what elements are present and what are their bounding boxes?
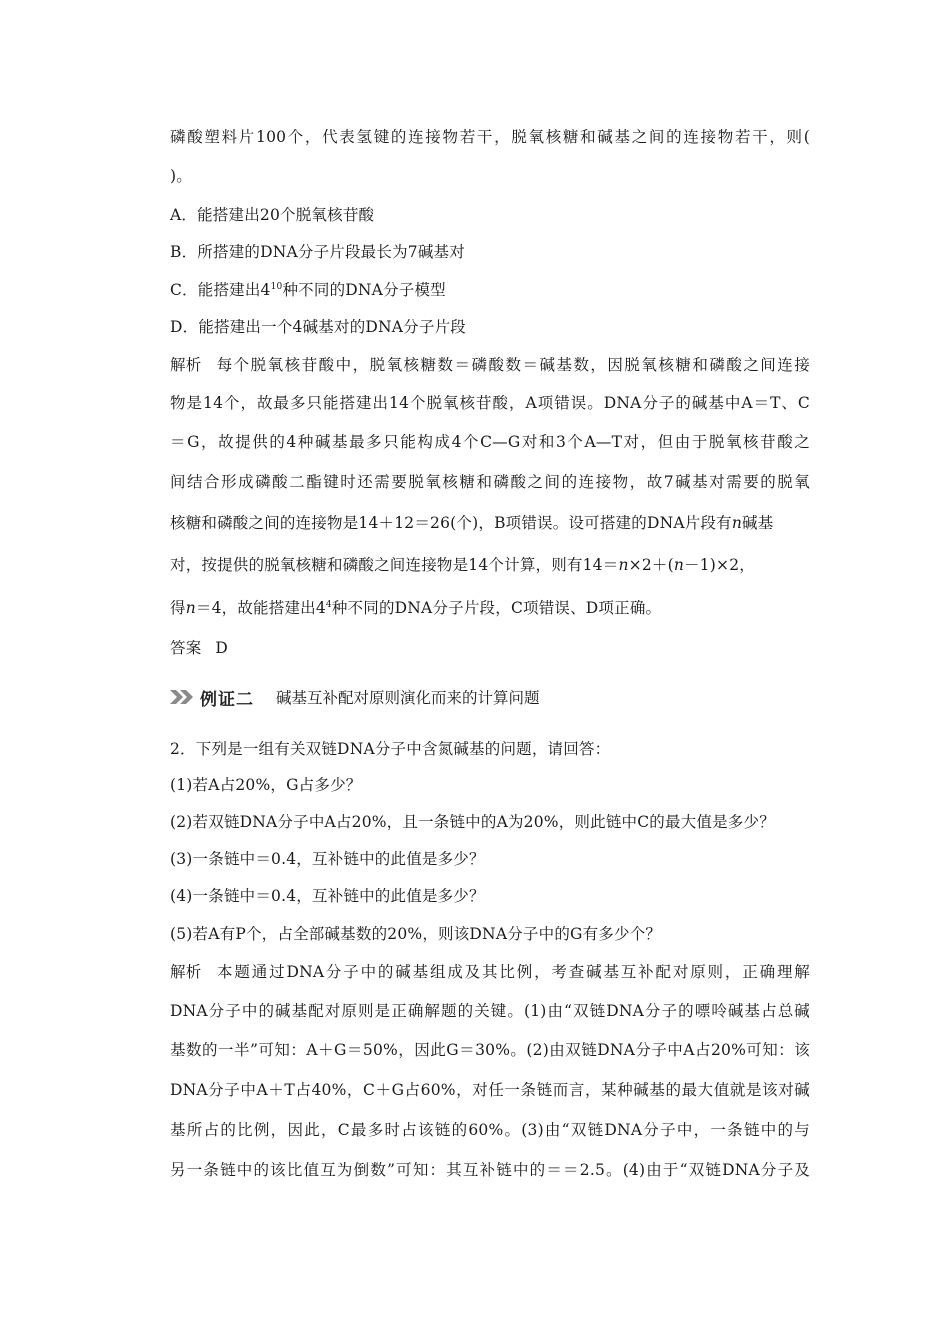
analysis-1-text-7c: 种不同的DNA分子片段，C项错误、D项正确。 xyxy=(331,599,662,617)
variable-n: n xyxy=(731,514,743,532)
question-2-item: (2)若双链DNA分子中A占20%，且一条链中的A为20%，则此链中C的最大值是多少？ xyxy=(170,813,775,831)
question-2-stem: 2．下列是一组有关双链DNA分子中含氮碱基的问题，请回答： xyxy=(170,740,611,758)
question-1-stem-line-2: )。 xyxy=(170,167,192,185)
answer-1 xyxy=(170,638,810,658)
option-c xyxy=(170,280,810,300)
variable-n: n xyxy=(185,599,196,617)
option-c-text: C．能搭建出4 xyxy=(170,281,271,299)
analysis-2-line-3: 基数的一半”可知：A＋G＝50%，因此G＝30%。(2)由双链DNA分子中A占20%可知：该 xyxy=(170,1041,810,1059)
analysis-1-text-6b: ×2＋( xyxy=(628,556,674,574)
analysis-2-line-6: 另一条链中的该比值互为倒数”可知：其互补链中的＝＝2.5。(4)由于“双链DNA分子及 xyxy=(170,1161,810,1179)
analysis-label: 解析 xyxy=(170,356,202,374)
variable-n: n xyxy=(673,556,685,574)
analysis-2-line-2: DNA分子中的碱基配对原则是正确解题的关键。(1)由“双链DNA分子的嘌呤碱基占总碱 xyxy=(170,1002,810,1020)
analysis-1-text-1: 每个脱氧核苷酸中，脱氧核糖数＝磷酸数＝碱基数，因脱氧核糖和磷酸之间连接 xyxy=(215,356,810,374)
analysis-label: 解析 xyxy=(170,963,202,981)
analysis-1-text-6a: 对，按提供的脱氧核糖和磷酸之间连接物是14个计算，则有14＝ xyxy=(170,556,619,574)
question-2-item: (3)一条链中＝0.4，互补链中的此值是多少？ xyxy=(170,850,485,868)
analysis-1-line-4: 间结合形成磷酸二酯键时还需要脱氧核糖和磷酸之间的连接物，故7碱基对需要的脱氧 xyxy=(170,473,810,491)
question-2-item: (5)若A有P个，占全部碱基数的20%，则该DNA分子中的G有多少个？ xyxy=(170,925,662,943)
question-1-stem-line-1: 磷酸塑料片100个，代表氢键的连接物若干，脱氧核糖和碱基之间的连接物若干，则( xyxy=(170,128,810,146)
analysis-1-text-5b: 碱基 xyxy=(742,514,774,532)
analysis-1-line-5 xyxy=(170,513,810,533)
analysis-2-line-4: DNA分子中A＋T占40%，C＋G占60%，对任一条链而言，某种碱基的最大值就是该对碱 xyxy=(170,1081,810,1099)
section-subtitle: 碱基互补配对原则演化而来的计算问题 xyxy=(276,689,540,707)
option-a: A．能搭建出20个脱氧核苷酸 xyxy=(170,206,375,224)
question-2-item: (1)若A占20%，G占多少？ xyxy=(170,776,362,794)
exponent: 4 xyxy=(325,600,332,610)
analysis-2-line-5: 基所占的比例，因此，C最多时占该链的60%。(3)由“双链DNA分子中，一条链中的与 xyxy=(170,1121,810,1139)
analysis-1-text-5a: 核糖和磷酸之间的连接物是14＋12＝26(个)，B项错误。设可搭建的DNA片段有 xyxy=(170,514,732,532)
analysis-1-line-3: ＝G，故提供的4种碱基最多只能构成4个C—G对和3个A—T对，但由于脱氧核苷酸之 xyxy=(170,433,810,451)
analysis-2-line-1 xyxy=(170,962,810,982)
answer-value: D xyxy=(215,639,229,657)
question-2-item: (4)一条链中＝0.4，互补链中的此值是多少？ xyxy=(170,887,485,905)
option-b: B．所搭建的DNA分子片段最长为7碱基对 xyxy=(170,243,465,261)
double-chevron-icon xyxy=(170,688,196,706)
section-title: 例证二 xyxy=(200,689,254,710)
option-c-exponent: 10 xyxy=(270,282,283,292)
answer-label: 答案 xyxy=(170,639,202,657)
analysis-1-line-2: 物是14个，故最多只能搭建出14个脱氧核苷酸，A项错误。DNA分子的碱基中A＝T、C xyxy=(170,394,810,412)
variable-n: n xyxy=(618,556,629,574)
analysis-1-line-1 xyxy=(170,355,810,375)
analysis-1-text-7a: 得 xyxy=(170,599,186,617)
section-header xyxy=(170,684,540,710)
analysis-1-line-6 xyxy=(170,555,810,575)
option-c-text-end: 种不同的DNA分子模型 xyxy=(282,281,446,299)
analysis-1-text-6c: －1)×2， xyxy=(684,556,755,574)
option-d: D．能搭建出一个4碱基对的DNA分子片段 xyxy=(170,318,466,336)
analysis-1-text-7b: ＝4，故能搭建出4 xyxy=(195,599,326,617)
analysis-2-text-1: 本题通过DNA分子中的碱基组成及其比例，考查碱基互补配对原则，正确理解 xyxy=(215,963,810,981)
analysis-1-line-7 xyxy=(170,598,810,618)
